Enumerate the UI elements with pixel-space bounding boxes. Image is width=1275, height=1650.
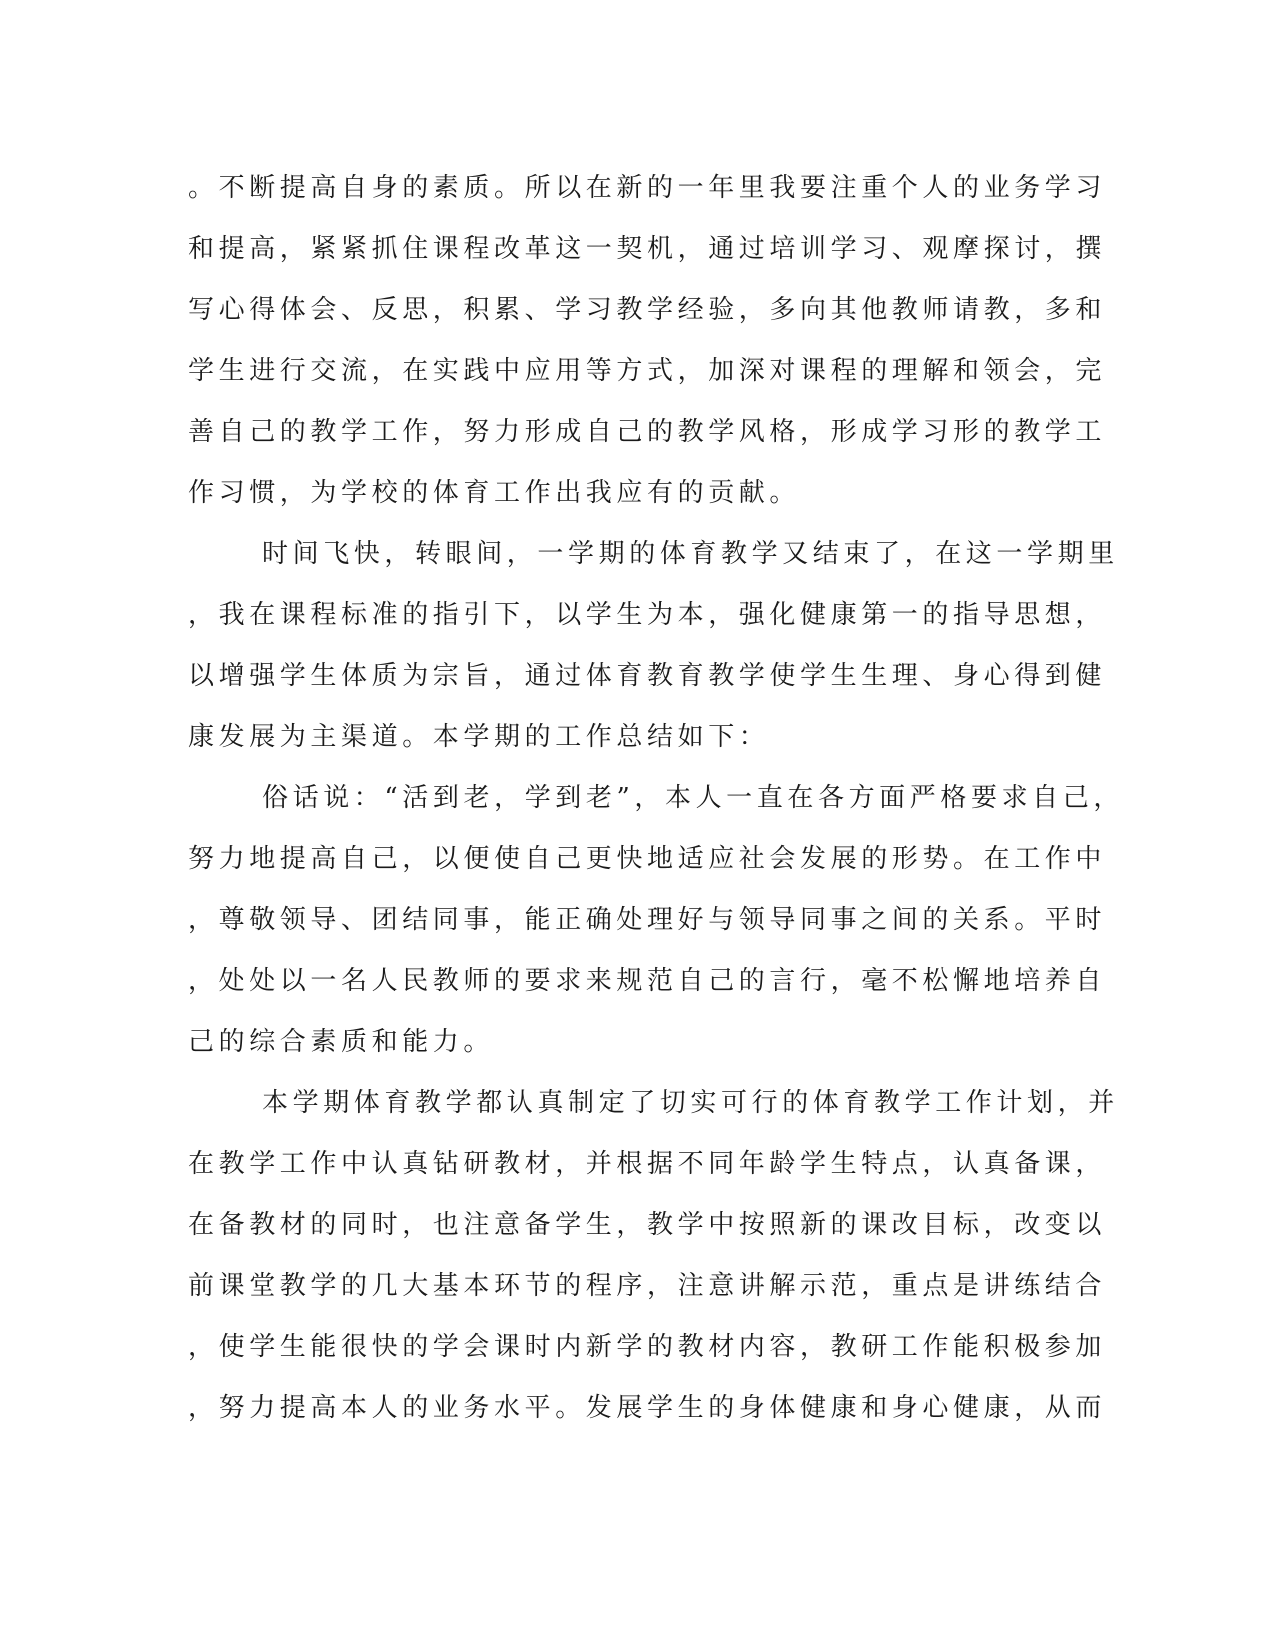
text-line: 己的综合素质和能力。 bbox=[188, 1027, 495, 1057]
text-line: ，尊敬领导、团结同事，能正确处理好与领导同事之间的关系。平时 bbox=[188, 905, 1107, 935]
text-line: 学生进行交流，在实践中应用等方式，加深对课程的理解和领会，完 bbox=[188, 356, 1107, 386]
text-line: ，处处以一名人民教师的要求来规范自己的言行，毫不松懈地培养自 bbox=[188, 966, 1107, 996]
text-line: 在备教材的同时，也注意备学生，教学中按照新的课改目标，改变以 bbox=[188, 1210, 1107, 1240]
text-line: 以增强学生体质为宗旨，通过体育教育教学使学生生理、身心得到健 bbox=[188, 661, 1107, 691]
text-line: 和提高，紧紧抓住课程改革这一契机，通过培训学习、观摩探讨，撰 bbox=[188, 234, 1107, 264]
paragraph-4 bbox=[188, 1073, 1119, 1439]
paragraph-2 bbox=[188, 524, 1119, 768]
text-line: 。不断提高自身的素质。所以在新的一年里我要注重个人的业务学习 bbox=[188, 173, 1107, 203]
text-line: ，使学生能很快的学会课时内新学的教材内容，教研工作能积极参加 bbox=[188, 1332, 1107, 1362]
text-line: ，我在课程标准的指引下，以学生为本，强化健康第一的指导思想， bbox=[188, 600, 1107, 630]
text-line: 俗话说：“活到老，学到老”，本人一直在各方面严格要求自己， bbox=[262, 783, 1124, 813]
text-line: 在教学工作中认真钻研教材，并根据不同年龄学生特点，认真备课， bbox=[188, 1149, 1107, 1179]
text-line: 作习惯，为学校的体育工作出我应有的贡献。 bbox=[188, 478, 801, 508]
text-line: 努力地提高自己，以便使自己更快地适应社会发展的形势。在工作中 bbox=[188, 844, 1107, 874]
text-line: ，努力提高本人的业务水平。发展学生的身体健康和身心健康，从而 bbox=[188, 1393, 1107, 1423]
paragraph-1 bbox=[188, 158, 1107, 524]
text-line: 写心得体会、反思，积累、学习教学经验，多向其他教师请教，多和 bbox=[188, 295, 1107, 325]
text-line: 前课堂教学的几大基本环节的程序，注意讲解示范，重点是讲练结合 bbox=[188, 1271, 1107, 1301]
document-body bbox=[188, 158, 1124, 1439]
text-line: 康发展为主渠道。本学期的工作总结如下： bbox=[188, 722, 770, 752]
paragraph-3 bbox=[188, 768, 1124, 1073]
text-line: 善自己的教学工作，努力形成自己的教学风格，形成学习形的教学工 bbox=[188, 417, 1107, 447]
text-line: 时间飞快，转眼间，一学期的体育教学又结束了，在这一学期里 bbox=[262, 539, 1119, 569]
text-line: 本学期体育教学都认真制定了切实可行的体育教学工作计划，并 bbox=[262, 1088, 1119, 1118]
